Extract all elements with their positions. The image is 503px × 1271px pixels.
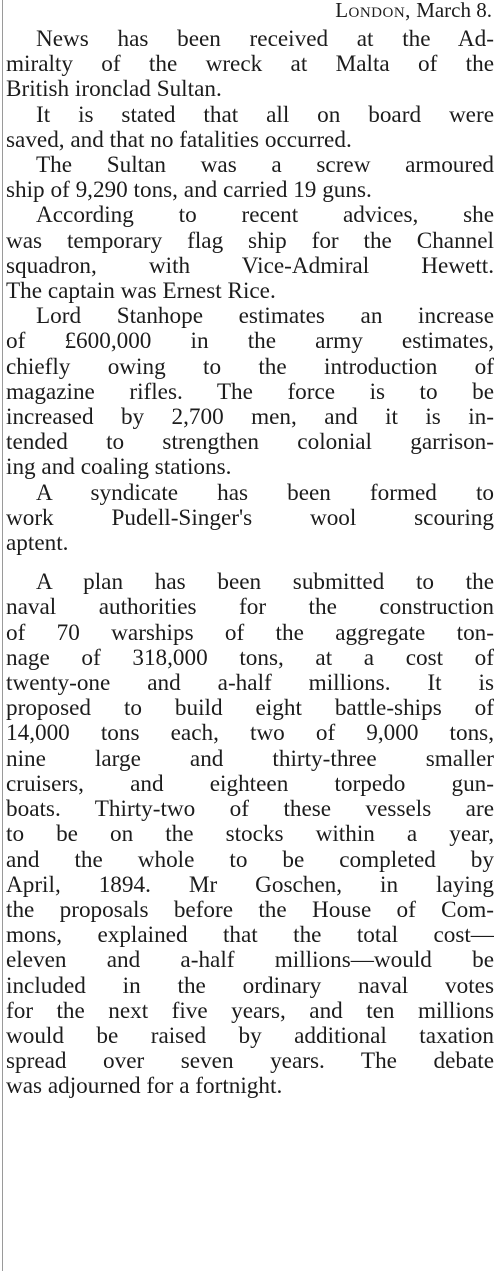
text-line: miralty of the wreck at Malta of the <box>6 52 494 78</box>
text-line: nine large and thirty-three smaller <box>6 746 494 772</box>
text-line: increased by 2,700 men, and it is in- <box>6 405 494 431</box>
text-line: British ironclad Sultan. <box>6 77 222 103</box>
text-line: to be on the stocks within a year, <box>6 822 494 848</box>
text-line: Lord Stanhope estimates an increase <box>36 304 494 330</box>
text-line: naval authorities for the construction <box>6 595 494 621</box>
text-line: of £600,000 in the army estimates, <box>6 329 494 355</box>
text-line: for the next five years, and ten millions <box>6 998 494 1024</box>
news-column <box>6 0 494 1100</box>
text-line: tended to strengthen colonial garrison- <box>6 430 494 456</box>
news-paragraph <box>6 304 494 480</box>
text-line: and the whole to be completed by <box>6 847 494 873</box>
text-line: was temporary flag ship for the Channel <box>6 228 494 254</box>
text-line: included in the ordinary naval votes <box>6 973 494 999</box>
dateline-place: London, <box>335 0 411 22</box>
text-line: eleven and a-half millions—would be <box>6 948 494 974</box>
text-line: It is stated that all on board were <box>36 102 494 128</box>
text-line: would be raised by additional taxation <box>6 1023 494 1049</box>
text-line: A plan has been submitted to the <box>36 570 494 596</box>
text-line: aptent. <box>6 531 69 557</box>
text-line: work Pudell-Singer's wool scouring <box>6 505 494 531</box>
article-body <box>6 27 494 1100</box>
text-line: cruisers, and eighteen torpedo gun- <box>6 771 494 797</box>
dateline-date: March 8. <box>416 0 492 22</box>
text-line: of 70 warships of the aggregate ton- <box>6 620 494 646</box>
text-line: April, 1894. Mr Goschen, in laying <box>6 872 494 898</box>
news-paragraph <box>6 27 494 103</box>
news-paragraph <box>6 570 494 1099</box>
text-line: squadron, with Vice-Admiral Hewett. <box>6 253 494 279</box>
text-line: mons, explained that the total cost— <box>6 923 494 949</box>
text-line: proposed to build eight battle-ships of <box>6 696 494 722</box>
text-line: ing and coaling stations. <box>6 455 232 481</box>
text-line: According to recent advices, she <box>36 203 494 229</box>
news-paragraph <box>6 153 494 203</box>
text-line: chiefly owing to the introduction of <box>6 354 494 380</box>
column-rule <box>2 0 3 1271</box>
paragraph-gap <box>6 556 494 570</box>
text-line: spread over seven years. The debate <box>6 1049 494 1075</box>
text-line: ship of 9,290 tons, and carried 19 guns. <box>6 178 372 204</box>
text-line: nage of 318,000 tons, at a cost of <box>6 645 494 671</box>
text-line: The Sultan was a screw armoured <box>36 153 494 179</box>
news-paragraph <box>6 203 494 304</box>
text-line: the proposals before the House of Com- <box>6 897 494 923</box>
news-paragraph <box>6 481 494 557</box>
text-line: was adjourned for a fortnight. <box>6 1074 283 1100</box>
text-line: A syndicate has been formed to <box>36 480 494 506</box>
text-line: magazine rifles. The force is to be <box>6 379 494 405</box>
text-line: boats. Thirty-two of these vessels are <box>6 797 494 823</box>
text-line: twenty-one and a-half millions. It is <box>6 671 494 697</box>
dateline <box>6 0 494 27</box>
news-paragraph <box>6 103 494 153</box>
text-line: 14,000 tons each, two of 9,000 tons, <box>6 721 494 747</box>
text-line: News has been received at the Ad- <box>36 27 494 52</box>
text-line: The captain was Ernest Rice. <box>6 279 276 305</box>
text-line: saved, and that no fatalities occurred. <box>6 127 352 153</box>
